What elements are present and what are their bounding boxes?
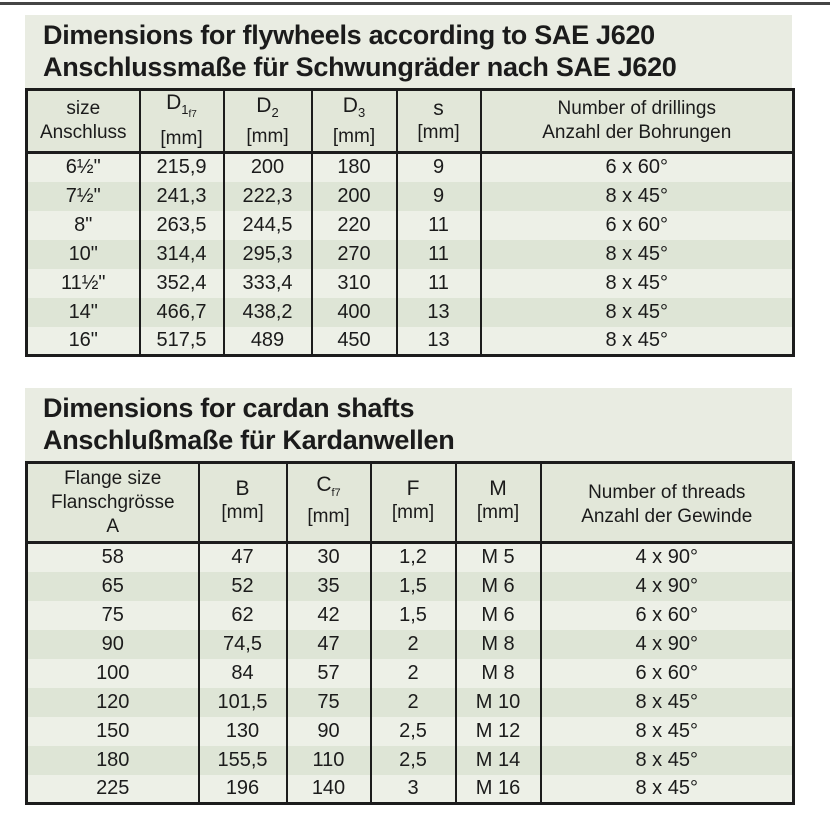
table-cell: 215,9 [140,153,224,182]
table-cell: 4 x 90° [541,630,794,659]
table-cell: 2 [371,630,456,659]
header-symbol: $D_3$ [342,93,366,120]
table-cell: 2,5 [371,717,456,746]
table-cell: 11 [397,240,481,269]
flywheel-table-body [27,153,794,356]
flywheel-title-de: Anschlussmaße für Schwungräder nach SAE J620 [43,52,677,82]
table-cell: 6½" [27,153,140,182]
table-row [27,240,794,269]
table-cell: 200 [312,182,397,211]
table-cell: 263,5 [140,211,224,240]
table-cell: 11 [397,269,481,298]
header-label: Anschluss [39,122,127,144]
table-cell: 6 x 60° [481,153,794,182]
table-cell: 352,4 [140,269,224,298]
table-cell: M 16 [456,775,541,804]
header-unit: [mm] [221,501,264,523]
table-cell: 84 [199,659,287,688]
table-cell: 90 [27,630,199,659]
table-cell: 1,2 [371,543,456,572]
col-header-d2 [224,90,312,153]
table-cell: 6 x 60° [541,659,794,688]
table-cell: 16" [27,327,140,356]
table-cell: 180 [27,746,199,775]
table-cell: 13 [397,298,481,327]
cardan-header-row [27,463,794,543]
col-header-drillings [481,90,794,153]
header-label: size [66,98,101,120]
table-cell: M 14 [456,746,541,775]
table-cell: 11½" [27,269,140,298]
table-cell: 244,5 [224,211,312,240]
table-cell: 270 [312,240,397,269]
table-cell: 10" [27,240,140,269]
table-cell: 8 x 45° [481,182,794,211]
col-header-d1f7 [140,90,224,153]
table-cell: 310 [312,269,397,298]
table-cell: M 5 [456,543,541,572]
table-cell: 196 [199,775,287,804]
col-header-f [371,463,456,543]
table-cell: 8 x 45° [541,746,794,775]
table-cell: 57 [287,659,371,688]
table-cell: 130 [199,717,287,746]
table-cell: 100 [27,659,199,688]
table-row [27,327,794,356]
table-cell: 90 [287,717,371,746]
table-row [27,775,794,804]
header-unit: [mm] [417,122,460,144]
table-row [27,659,794,688]
table-cell: 241,3 [140,182,224,211]
table-cell: 333,4 [224,269,312,298]
table-cell: 6 x 60° [541,601,794,630]
table-row [27,630,794,659]
table-cell: 13 [397,327,481,356]
table-cell: M 10 [456,688,541,717]
header-symbol: M [489,476,507,500]
table-row [27,211,794,240]
header-label: A [106,515,120,537]
table-cell: 120 [27,688,199,717]
header-unit: [mm] [246,125,289,147]
table-row [27,269,794,298]
table-cell: 8 x 45° [541,775,794,804]
table-cell: M 8 [456,630,541,659]
table-cell: 58 [27,543,199,572]
table-cell: 4 x 90° [541,543,794,572]
table-cell: 65 [27,572,199,601]
table-cell: 101,5 [199,688,287,717]
table-cell: 8 x 45° [481,327,794,356]
section-gap [25,357,792,388]
table-cell: M 6 [456,572,541,601]
col-header-d3 [312,90,397,153]
table-cell: 11 [397,211,481,240]
table-cell: 8 x 45° [541,688,794,717]
header-unit: [mm] [476,501,520,523]
table-cell: 35 [287,572,371,601]
top-rule [0,2,830,5]
table-row [27,688,794,717]
cardan-table-body [27,543,794,804]
table-cell: 8" [27,211,140,240]
flywheel-section-title [25,15,792,88]
table-cell: 438,2 [224,298,312,327]
header-symbol: $D_{1_{f7}}$ [166,91,197,121]
table-cell: 466,7 [140,298,224,327]
table-cell: 8 x 45° [541,717,794,746]
table-cell: 8 x 45° [481,240,794,269]
header-unit: [mm] [391,501,435,523]
table-cell: 1,5 [371,572,456,601]
table-cell: 225 [27,775,199,804]
table-cell: 52 [199,572,287,601]
table-row [27,572,794,601]
header-unit: [mm] [160,128,203,150]
header-symbol: B [235,476,250,500]
table-cell: 517,5 [140,327,224,356]
col-header-threads [541,463,794,543]
table-cell: 140 [287,775,371,804]
table-cell: 2 [371,688,456,717]
table-cell: 42 [287,601,371,630]
table-cell: 200 [224,153,312,182]
table-cell: 110 [287,746,371,775]
table-cell: 3 [371,775,456,804]
table-cell: 450 [312,327,397,356]
table-row [27,182,794,211]
col-header-size [27,90,140,153]
table-cell: 8 x 45° [481,269,794,298]
header-symbol: F [406,476,420,500]
flywheel-table [25,88,795,357]
table-cell: 6 x 60° [481,211,794,240]
table-cell: 74,5 [199,630,287,659]
cardan-section-title [25,388,792,461]
table-cell: 4 x 90° [541,572,794,601]
header-symbol: $D_2$ [256,93,279,120]
table-cell: M 6 [456,601,541,630]
table-row [27,601,794,630]
col-header-cf7 [287,463,371,543]
table-cell: M 8 [456,659,541,688]
col-header-m [456,463,541,543]
table-cell: 75 [27,601,199,630]
table-cell: 14" [27,298,140,327]
col-header-s [397,90,481,153]
table-row [27,153,794,182]
header-unit: [mm] [307,505,350,527]
table-row [27,746,794,775]
table-cell: 9 [397,153,481,182]
table-cell: 1,5 [371,601,456,630]
col-header-flange-size [27,463,199,543]
flywheel-header-row [27,90,794,153]
cardan-title-en: Dimensions for cardan shafts [43,393,415,424]
table-cell: M 12 [456,717,541,746]
header-label: Number of threads [588,482,746,504]
table-cell: 75 [287,688,371,717]
table-cell: 30 [287,543,371,572]
header-label: Flange size [64,467,162,489]
table-row [27,543,794,572]
table-cell: 8 x 45° [481,298,794,327]
table-cell: 7½" [27,182,140,211]
table-cell: 47 [287,630,371,659]
table-cell: 2,5 [371,746,456,775]
table-cell: 2 [371,659,456,688]
col-header-b [199,463,287,543]
table-row [27,717,794,746]
table-cell: 62 [199,601,287,630]
header-unit: [mm] [332,125,376,147]
table-cell: 9 [397,182,481,211]
header-label: Number of drillings [557,98,716,120]
table-cell: 222,3 [224,182,312,211]
table-cell: 47 [199,543,287,572]
table-cell: 150 [27,717,199,746]
table-cell: 155,5 [199,746,287,775]
flywheel-title-en: Dimensions for flywheels according to SAE J620 [43,20,655,50]
table-cell: 180 [312,153,397,182]
table-cell: 489 [224,327,312,356]
table-row [27,298,794,327]
table-cell: 314,4 [140,240,224,269]
table-cell: 220 [312,211,397,240]
cardan-table [25,461,795,805]
page-content [25,15,792,805]
cardan-title-de: Anschlußmaße für Kardanwellen [43,425,455,456]
table-cell: 400 [312,298,397,327]
header-label: Anzahl der Bohrungen [542,122,732,144]
table-cell: 295,3 [224,240,312,269]
header-symbol: s [433,97,444,121]
header-label: Flanschgrösse [50,491,175,513]
header-label: Anzahl der Gewinde [581,506,753,528]
header-symbol: $C_{f7}$ [316,472,341,499]
